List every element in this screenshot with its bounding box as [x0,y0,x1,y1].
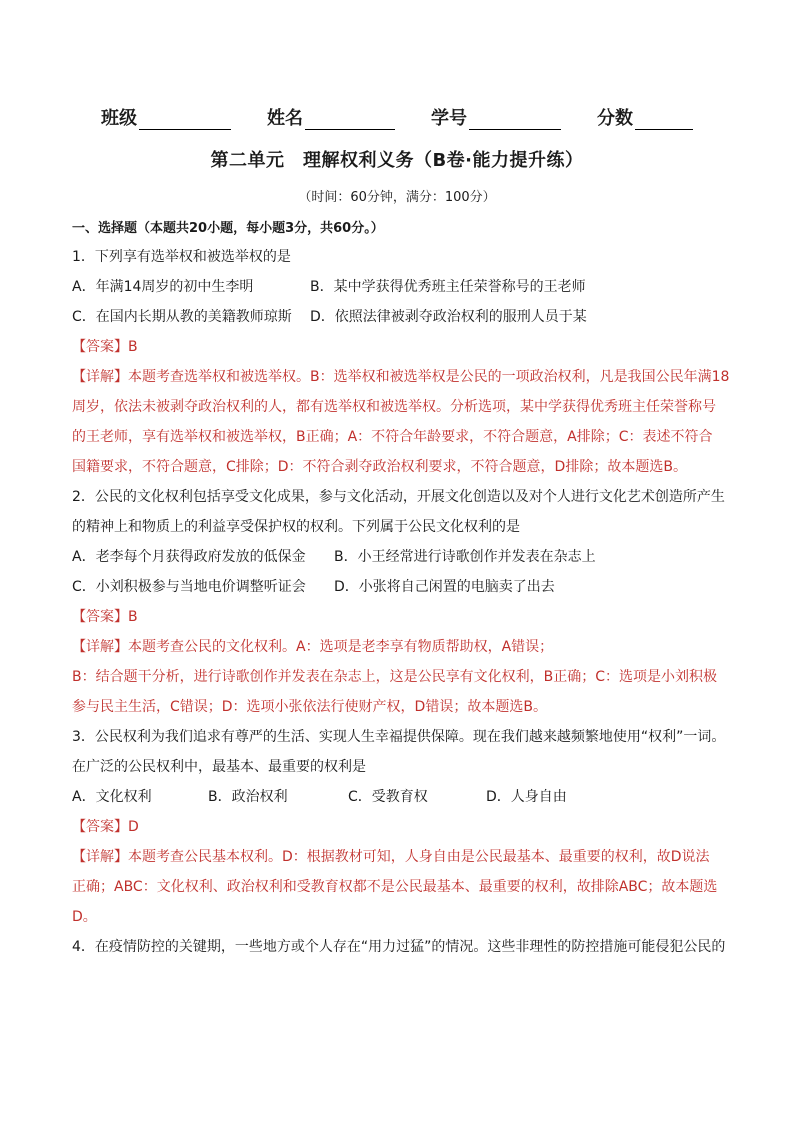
explanation-line: 【详解】本题考查公民基本权利。D：根据教材可知，人身自由是公民最基本、最重要的权利，故D说法 [72,849,710,865]
score-blank [635,110,693,130]
option-row [72,782,724,812]
question-3 [72,722,724,932]
option-row [72,302,724,332]
option-a: A．文化权利 [72,789,152,805]
option-row [72,572,724,602]
page-subtitle: （时间：60分钟，满分：100分） [298,190,496,205]
option-c: C．在国内长期从教的美籍教师琼斯 [72,309,292,325]
question-4 [72,932,724,962]
option-a: A．老李每个月获得政府发放的低保金 [72,549,306,565]
question-1 [72,242,730,482]
option-c: C．受教育权 [348,789,428,805]
option-d: D．依照法律被剥夺政治权利的服刑人员于某 [310,309,587,325]
question-2 [72,482,724,722]
class-blank [139,110,231,130]
explanation-line: 【详解】本题考查公民的文化权利。A：选项是老李享有物质帮助权，A错误； [72,639,554,655]
question-stem: 在广泛的公民权利中，最基本、最重要的权利是 [72,759,366,775]
name-field [267,104,395,130]
answer: 【答案】D [72,819,139,835]
explanation-line: 的王老师，享有选举权和被选举权，B正确；A：不符合年龄要求，不符合题意，A排除；C：表述不符合 [72,429,713,445]
score-label: 分数 [597,108,633,129]
option-d: D．人身自由 [486,789,567,805]
name-blank [305,110,395,130]
explanation-line: D。 [72,909,97,925]
option-row [72,272,724,302]
option-b: B．政治权利 [208,789,288,805]
option-a: A．年满14周岁的初中生李明 [72,279,254,295]
explanation-line: 参与民主生活，C错误；D：选项小张依法行使财产权，D错误；故本题选B。 [72,699,547,715]
answer: 【答案】B [72,609,138,625]
name-label: 姓名 [267,108,303,129]
question-stem: 2．公民的文化权利包括享受文化成果，参与文化活动，开展文化创造以及对个人进行文化艺术创造所产生 [72,489,725,505]
explanation-line: B：结合题干分析，进行诗歌创作并发表在杂志上，这是公民享有文化权利，B正确；C：选项是小刘积极 [72,669,717,685]
explanation-line: 【详解】本题考查选举权和被选举权。B：选举权和被选举权是公民的一项政治权利，凡是我国公民年满18 [72,369,730,385]
student-id-blank [469,110,561,130]
document-body [72,216,730,962]
class-field [101,104,231,130]
class-label: 班级 [101,108,137,129]
page-title: 第二单元 理解权利义务（B卷·能力提升练） [210,150,584,171]
option-b: B．小王经常进行诗歌创作并发表在杂志上 [334,549,596,565]
question-stem: 4．在疫情防控的关键期，一些地方或个人存在“用力过猛”的情况。这些非理性的防控措施可能侵犯公民的 [72,939,726,955]
section-heading: 一、选择题（本题共20小题，每小题3分，共60分。） [72,221,384,236]
student-id-field [431,104,561,130]
option-row [72,542,724,572]
question-stem: 1．下列享有选举权和被选举权的是 [72,249,291,265]
explanation-line: 国籍要求，不符合题意，C排除；D：不符合剥夺政治权利要求，不符合题意，D排除；故本题选B。 [72,459,687,475]
option-d: D．小张将自己闲置的电脑卖了出去 [334,579,555,595]
student-info-header [0,104,794,130]
explanation-line: 正确；ABC：文化权利、政治权利和受教育权都不是公民最基本、最重要的权利，故排除ABC；故本题选 [72,879,718,895]
score-field [597,104,693,130]
option-b: B．某中学获得优秀班主任荣誉称号的王老师 [310,279,586,295]
student-id-label: 学号 [431,108,467,129]
explanation-line: 周岁，依法未被剥夺政治权利的人，都有选举权和被选举权。分析选项，某中学获得优秀班主任荣誉称号 [72,399,716,415]
option-c: C．小刘积极参与当地电价调整听证会 [72,579,306,595]
question-stem: 的精神上和物质上的利益享受保护权的权利。下列属于公民文化权利的是 [72,519,520,535]
question-stem: 3．公民权利为我们追求有尊严的生活、实现人生幸福提供保障。现在我们越来越频繁地使用“权利”一词。 [72,729,726,745]
answer: 【答案】B [72,339,138,355]
